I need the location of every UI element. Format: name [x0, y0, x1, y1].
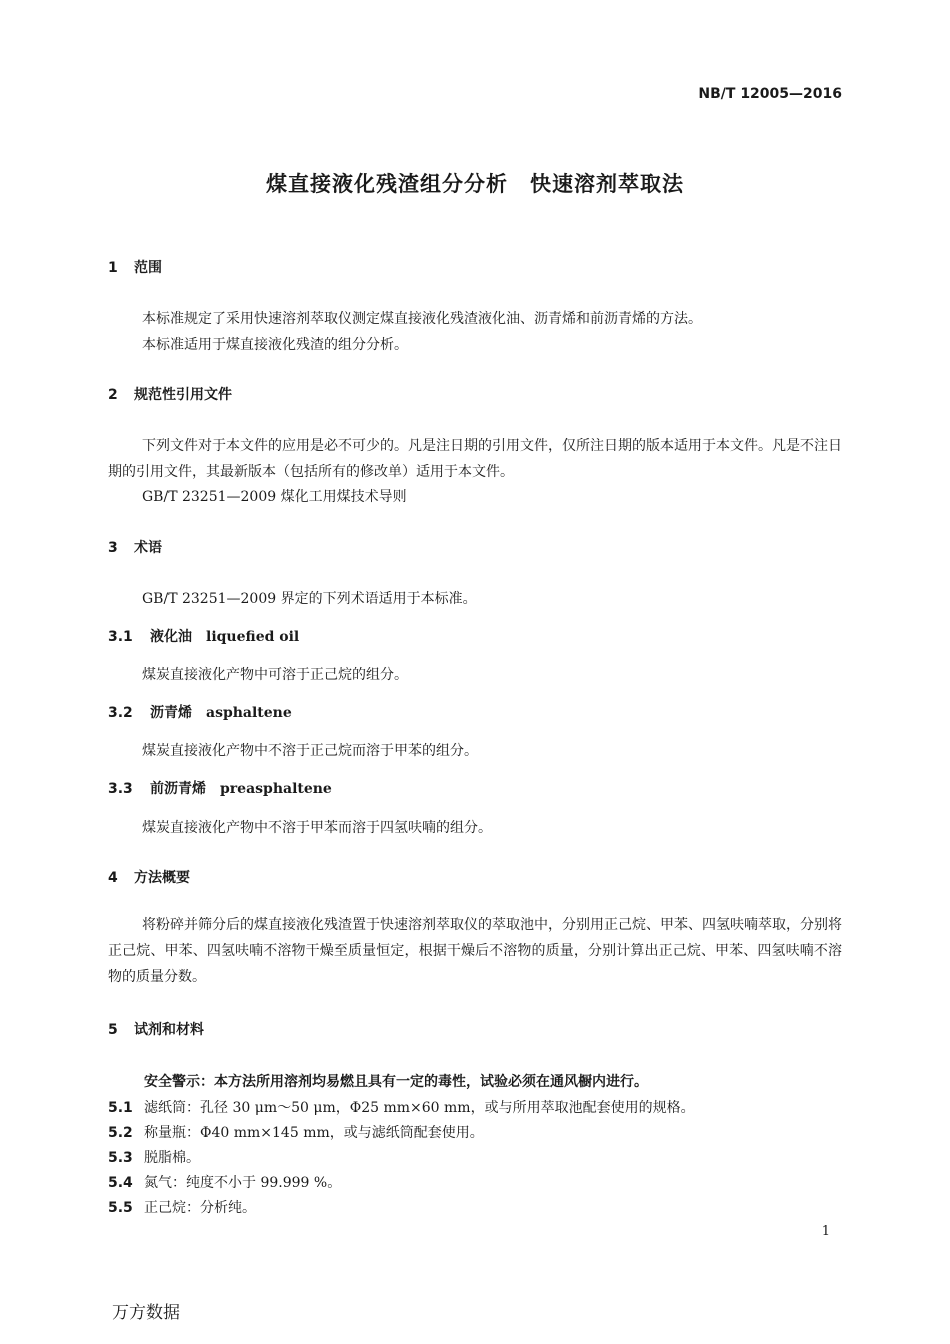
section-3-paragraph-1: GB/T 23251—2009 界定的下列术语适用于本标准。 — [142, 591, 477, 607]
section-3-heading — [108, 537, 162, 557]
section-title: 试剂和材料 — [134, 1022, 204, 1038]
item-text: 称量瓶：Φ40 mm×145 mm，或与滤纸筒配套使用。 — [144, 1125, 484, 1141]
section-title: 规范性引用文件 — [134, 387, 232, 403]
section-4-heading — [108, 867, 190, 887]
term-english: asphaltene — [206, 705, 292, 721]
section-title: 术语 — [134, 540, 162, 556]
section-number: 1 — [108, 260, 118, 276]
term-3-1-definition: 煤炭直接液化产物中可溶于正己烷的组分。 — [142, 667, 408, 683]
item-number: 5.3 — [108, 1150, 133, 1166]
item-5-1 — [108, 1097, 695, 1117]
section-number: 2 — [108, 387, 118, 403]
section-number: 3 — [108, 540, 118, 556]
section-number: 4 — [108, 870, 118, 886]
term-3-3-heading — [108, 778, 332, 798]
section-1-paragraph-2: 本标准适用于煤直接液化残渣的组分分析。 — [142, 337, 408, 353]
item-5-3 — [108, 1147, 200, 1167]
footer-watermark: 万方数据 — [112, 1303, 180, 1323]
term-chinese: 沥青烯 — [150, 705, 192, 721]
term-number: 3.2 — [108, 705, 133, 721]
item-text: 氮气：纯度不小于 99.999 %。 — [144, 1175, 342, 1191]
section-number: 5 — [108, 1022, 118, 1038]
term-chinese: 前沥青烯 — [150, 781, 206, 797]
term-3-1-heading — [108, 626, 299, 646]
item-5-2 — [108, 1122, 484, 1142]
section-title: 方法概要 — [134, 870, 190, 886]
section-1-paragraph-1: 本标准规定了采用快速溶剂萃取仪测定煤直接液化残渣液化油、沥青烯和前沥青烯的方法。 — [142, 311, 702, 327]
standard-number: NB/T 12005—2016 — [698, 86, 842, 102]
term-3-2-definition: 煤炭直接液化产物中不溶于正己烷而溶于甲苯的组分。 — [142, 743, 478, 759]
item-text: 脱脂棉。 — [144, 1150, 200, 1166]
document-title: 煤直接液化残渣组分分析 快速溶剂萃取法 — [266, 172, 684, 196]
item-text: 正己烷：分析纯。 — [144, 1200, 256, 1216]
section-1-heading — [108, 257, 162, 277]
section-2-paragraph-1: 下列文件对于本文件的应用是必不可少的。凡是注日期的引用文件，仅所注日期的版本适用于本文件。凡是不注日期的引用文件，其最新版本（包括所有的修改单）适用于本文件。 — [108, 438, 842, 480]
section-5-heading — [108, 1019, 204, 1039]
item-5-4 — [108, 1172, 341, 1192]
term-number: 3.1 — [108, 629, 133, 645]
section-title: 范围 — [134, 260, 162, 276]
term-3-2-heading — [108, 702, 292, 722]
item-number: 5.2 — [108, 1125, 133, 1141]
term-english: liquefied oil — [206, 629, 300, 645]
section-4-paragraph-1: 将粉碎并筛分后的煤直接液化残渣置于快速溶剂萃取仪的萃取池中，分别用正己烷、甲苯、四氢呋喃萃取，分别将正己烷、甲苯、四氢呋喃不溶物干燥至质量恒定，根据干燥后不溶物的质量，分别计算出正己烷、甲苯、四氢呋喃不溶物的质量分数。 — [108, 917, 842, 985]
page-number: 1 — [821, 1224, 830, 1239]
item-5-5 — [108, 1197, 256, 1217]
term-3-3-definition: 煤炭直接液化产物中不溶于甲苯而溶于四氢呋喃的组分。 — [142, 820, 492, 836]
term-english: preasphaltene — [220, 781, 332, 797]
section-2-heading — [108, 384, 232, 404]
safety-warning: 安全警示：本方法所用溶剂均易燃且具有一定的毒性，试验必须在通风橱内进行。 — [144, 1074, 648, 1090]
item-number: 5.4 — [108, 1175, 133, 1191]
item-number: 5.1 — [108, 1100, 133, 1116]
section-2-reference: GB/T 23251—2009 煤化工用煤技术导则 — [142, 489, 407, 505]
term-number: 3.3 — [108, 781, 133, 797]
item-number: 5.5 — [108, 1200, 133, 1216]
item-text: 滤纸筒：孔径 30 μm～50 μm，Φ25 mm×60 mm，或与所用萃取池配套使用的规格。 — [144, 1100, 695, 1116]
term-chinese: 液化油 — [150, 629, 192, 645]
